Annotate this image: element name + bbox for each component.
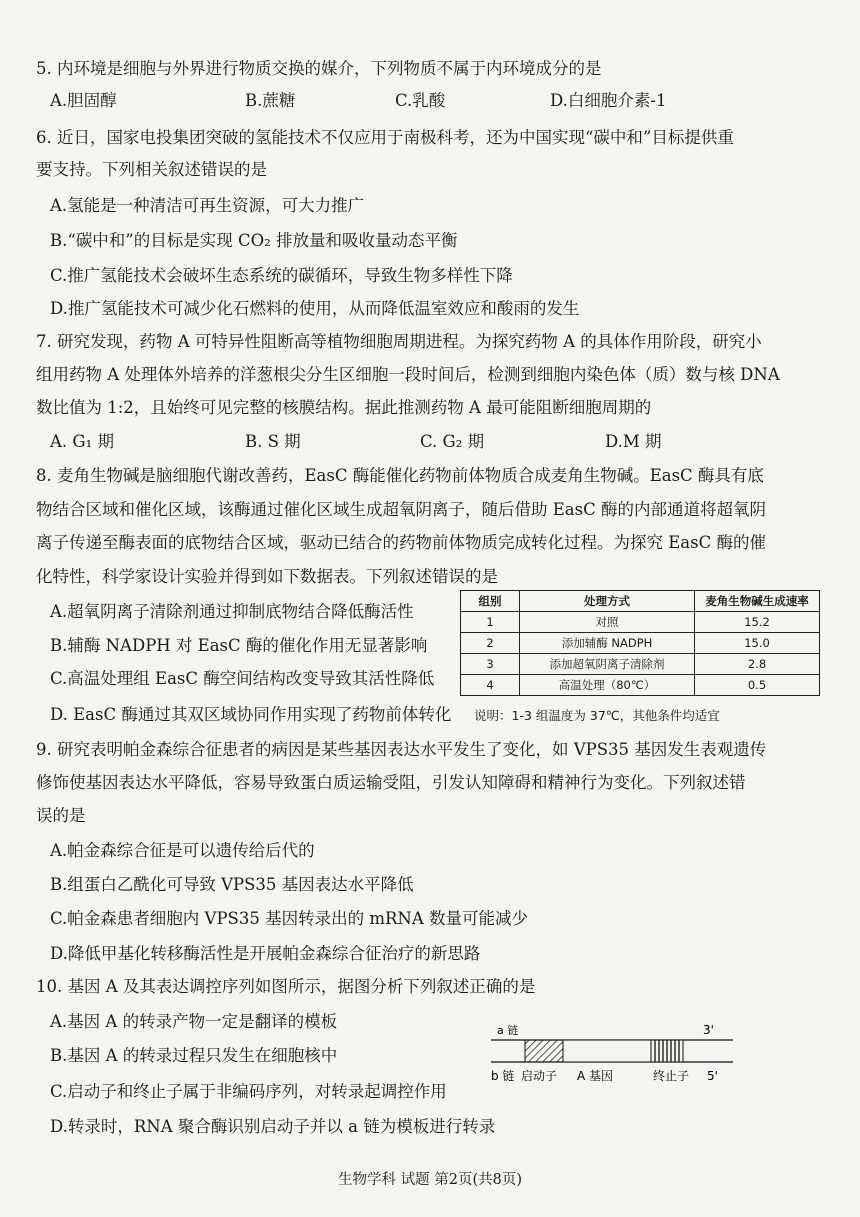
terminator-stripes: [655, 1040, 679, 1062]
table-cell: 15.2: [695, 612, 820, 633]
table-row: [461, 675, 820, 696]
q9-stem-line1: 9. 研究表明帕金森综合征患者的病因是某些基因表达水平发生了变化，如 VPS35 基因发生表观遗传: [36, 740, 767, 759]
table-cell: 添加超氧阴离子清除剂: [520, 654, 695, 675]
table-header-cell: 处理方式: [520, 591, 695, 612]
table-cell: 1: [461, 612, 520, 633]
q8-option-a: A.超氧阴离子清除剂通过抑制底物结合降低酶活性: [50, 602, 414, 621]
q6-option-a: A.氢能是一种清洁可再生资源，可大力推广: [50, 196, 365, 215]
b-strand-end-label: 5': [707, 1069, 718, 1083]
q10-option-a: A.基因 A 的转录产物一定是翻译的模板: [50, 1012, 338, 1031]
table-cell: 2.8: [695, 654, 820, 675]
q6-stem-line1: 6. 近日，国家电投集团突破的氢能技术不仅应用于南极科考，还为中国实现“碳中和”目标提供重: [36, 128, 734, 147]
q10-stem: 10. 基因 A 及其表达调控序列如图所示，据图分析下列叙述正确的是: [36, 977, 536, 996]
q9-option-b: B.组蛋白乙酰化可导致 VPS35 基因表达水平降低: [50, 875, 414, 894]
q8-data-table: [460, 590, 820, 696]
table-cell: 15.0: [695, 633, 820, 654]
page-footer: 生物学科 试题 第2页(共8页): [338, 1172, 522, 1188]
q8-option-c: C.高温处理组 EasC 酶空间结构改变导致其活性降低: [50, 669, 435, 688]
q6-option-b: B.“碳中和”的目标是实现 CO₂ 排放量和吸收量动态平衡: [50, 231, 458, 250]
q6-option-d: D.推广氢能技术可减少化石燃料的使用，从而降低温室效应和酸雨的发生: [50, 299, 580, 318]
terminator-label: 终止子: [653, 1069, 690, 1083]
q7-stem-line3: 数比值为 1:2，且始终可见完整的核膜结构。据此推测药物 A 最可能阻断细胞周期的: [36, 398, 652, 417]
table-row: [461, 612, 820, 633]
q9-option-d: D.降低甲基化转移酶活性是开展帕金森综合征治疗的新思路: [50, 944, 481, 963]
q7-option-c: C. G₂ 期: [420, 432, 485, 451]
q9-option-c: C.帕金森患者细胞内 VPS35 基因转录出的 mRNA 数量可能减少: [50, 909, 529, 928]
table-row: [461, 654, 820, 675]
q8-stem-line1: 8. 麦角生物碱是脑细胞代谢改善药，EasC 酶能催化药物前体物质合成麦角生物碱。EasC 酶具有底: [36, 466, 764, 485]
a-strand-label: a 链: [497, 1024, 519, 1037]
q8-stem-line3: 离子传递至酶表面的底物结合区域，驱动已结合的药物前体物质完成转化过程。为探究 EasC 酶的催: [36, 533, 766, 552]
q9-stem-line2: 修饰使基因表达水平降低，容易导致蛋白质运输受阻，引发认知障碍和精神行为变化。下列叙述错: [36, 773, 746, 792]
q8-stem-line4: 化特性，科学家设计实验并得到如下数据表。下列叙述错误的是: [36, 567, 498, 586]
q6-stem-line2: 要支持。下列相关叙述错误的是: [36, 160, 267, 179]
q8-option-d: D. EasC 酶通过其双区域协同作用实现了药物前体转化: [50, 705, 452, 724]
b-strand-label: b 链: [491, 1069, 515, 1083]
q7-option-b: B. S 期: [245, 432, 301, 451]
table-header-cell: 麦角生物碱生成速率: [695, 591, 820, 612]
table-cell: 2: [461, 633, 520, 654]
table-cell: 高温处理（80℃）: [520, 675, 695, 696]
q6-option-c: C.推广氢能技术会破坏生态系统的碳循环，导致生物多样性下降: [50, 266, 513, 285]
table-cell: 3: [461, 654, 520, 675]
q9-option-a: A.帕金森综合征是可以遗传给后代的: [50, 841, 315, 860]
promoter-block: [525, 1040, 563, 1062]
table-row: [461, 633, 820, 654]
promoter-label: 启动子: [521, 1069, 558, 1083]
gene-diagram: [485, 1020, 745, 1092]
q7-stem-line2: 组用药物 A 处理体外培养的洋葱根尖分生区细胞一段时间后，检测到细胞内染色体（质）数与核 DNA: [36, 365, 780, 384]
q5-option-c: C.乳酸: [395, 91, 446, 110]
q8-table-note: 说明：1-3 组温度为 37℃，其他条件均适宜: [474, 708, 720, 723]
q7-option-a: A. G₁ 期: [50, 432, 114, 451]
q8-data-table-wrap: [460, 590, 820, 696]
q8-option-b: B.辅酶 NADPH 对 EasC 酶的催化作用无显著影响: [50, 636, 428, 655]
table-cell: 对照: [520, 612, 695, 633]
q9-stem-line3: 误的是: [36, 806, 86, 825]
q7-stem-line1: 7. 研究发现，药物 A 可特异性阻断高等植物细胞周期进程。为探究药物 A 的具体作用阶段，研究小: [36, 332, 762, 351]
q5-option-b: B.蔗糖: [245, 91, 296, 110]
q5-option-a: A.胆固醇: [50, 91, 117, 110]
a-strand-end-label: 3': [703, 1023, 714, 1037]
table-header-row: [461, 591, 820, 612]
q10-option-d: D.转录时，RNA 聚合酶识别启动子并以 a 链为模板进行转录: [50, 1117, 496, 1136]
q10-option-c: C.启动子和终止子属于非编码序列，对转录起调控作用: [50, 1082, 447, 1101]
q10-option-b: B.基因 A 的转录过程只发生在细胞核中: [50, 1046, 338, 1065]
q8-stem-line2: 物结合区域和催化区域，该酶通过催化区域生成超氧阴离子，随后借助 EasC 酶的内部通道将超氧阴: [36, 500, 766, 519]
gene-a-label: A 基因: [577, 1069, 614, 1083]
table-cell: 0.5: [695, 675, 820, 696]
q7-option-d: D.M 期: [605, 432, 662, 451]
table-header-cell: 组别: [461, 591, 520, 612]
q5-stem: 5. 内环境是细胞与外界进行物质交换的媒介，下列物质不属于内环境成分的是: [36, 59, 602, 78]
q5-option-d: D.白细胞介素-1: [550, 91, 667, 110]
gene-a-block: [563, 1040, 651, 1062]
table-cell: 4: [461, 675, 520, 696]
table-cell: 添加辅酶 NADPH: [520, 633, 695, 654]
